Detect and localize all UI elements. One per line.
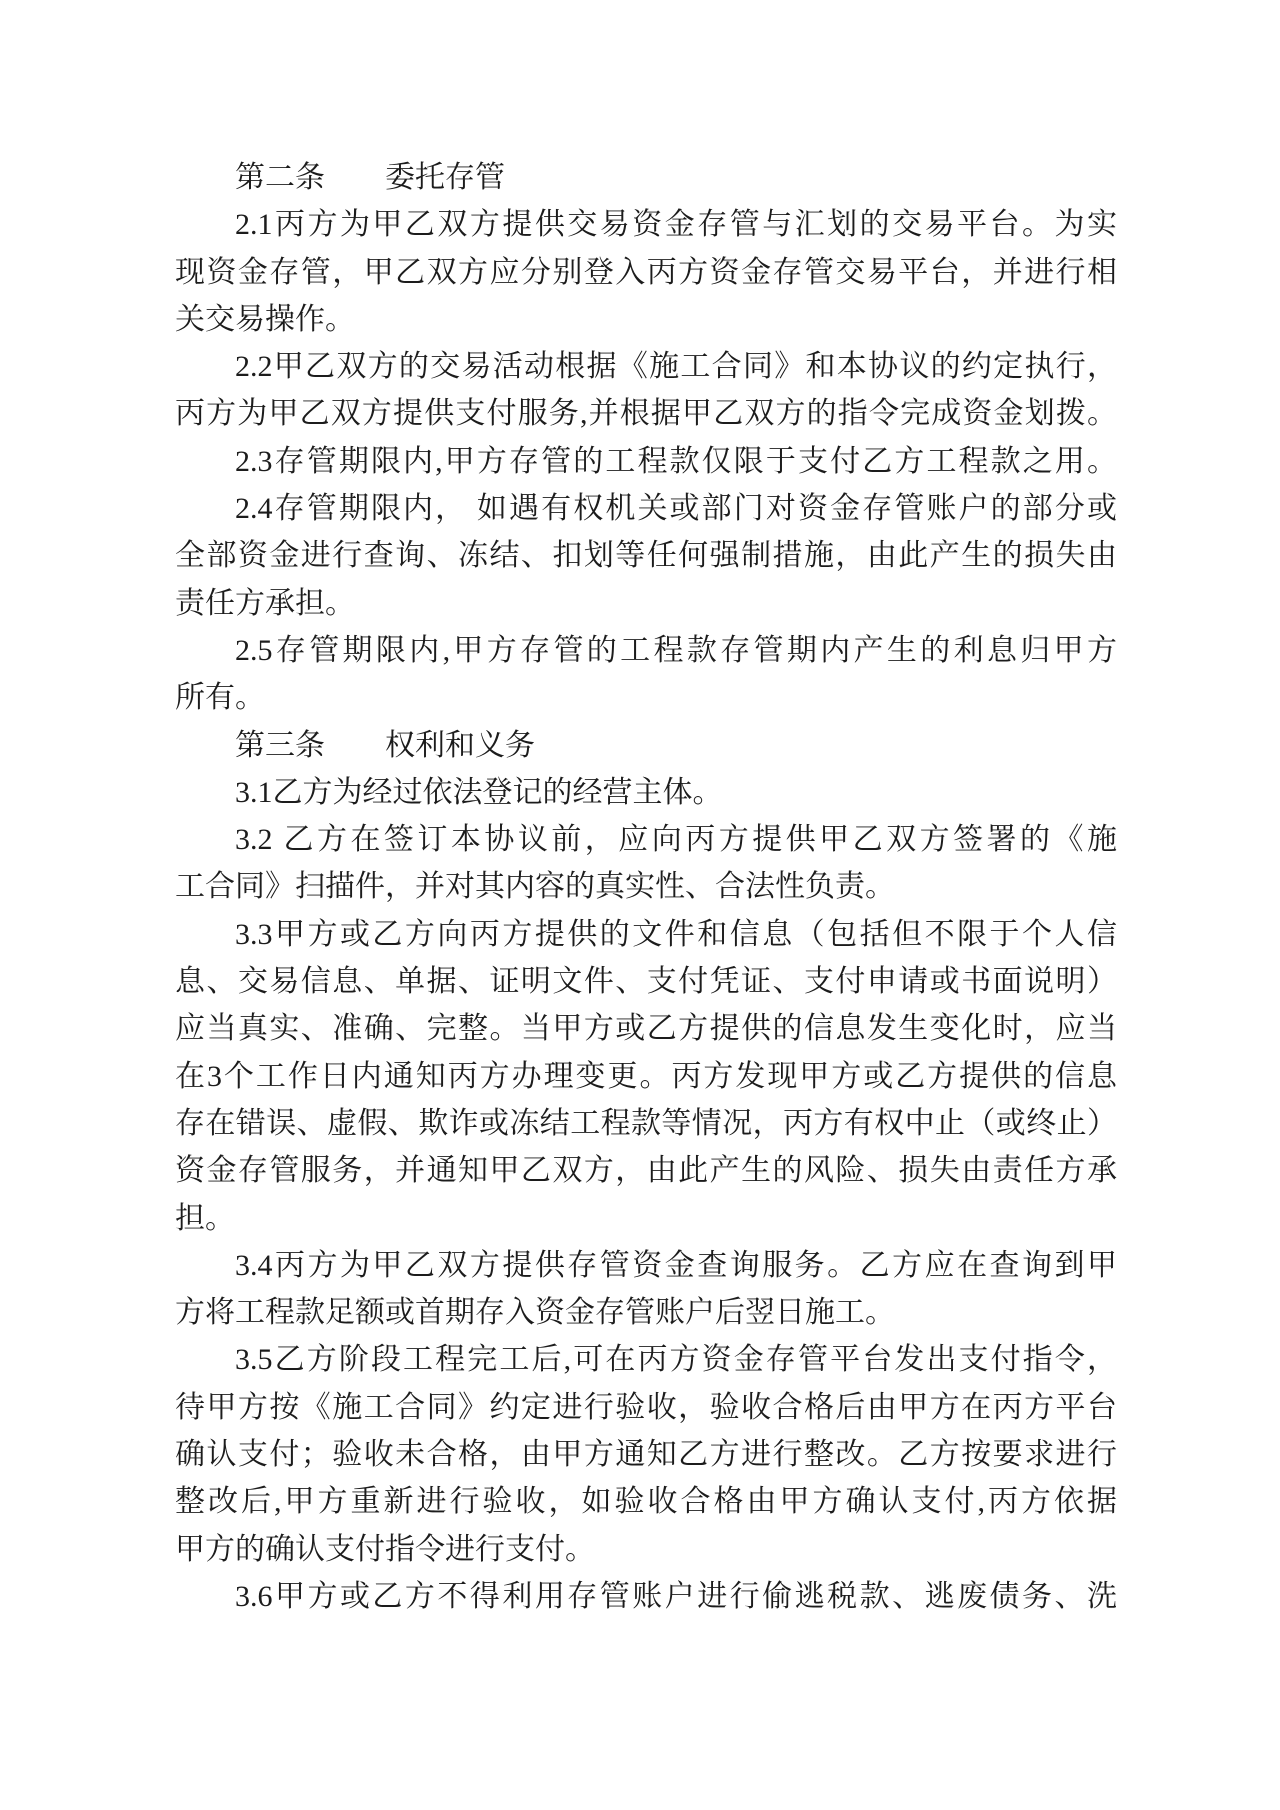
- text-line: 确认支付；验收未合格，由甲方通知乙方进行整改。乙方按要求进行: [175, 1438, 1117, 1472]
- text-line: 担。: [175, 1201, 235, 1235]
- text-line: 在3个工作日内通知丙方办理变更。丙方发现甲方或乙方提供的信息: [175, 1059, 1117, 1093]
- text-line: 待甲方按《施工合同》约定进行验收，验收合格后由甲方在丙方平台: [175, 1390, 1117, 1424]
- clause-item-3.6: [175, 1573, 1117, 1620]
- text-line: 存在错误、虚假、欺诈或冻结工程款等情况，丙方有权中止（或终止）: [175, 1106, 1117, 1140]
- text-line: 息、交易信息、单据、证明文件、支付凭证、支付申请或书面说明）: [175, 965, 1117, 999]
- text-line: 3.2 乙方在签订本协议前，应向丙方提供甲乙双方签署的《施: [235, 823, 1117, 857]
- clause-heading-第二条: [175, 154, 1117, 201]
- text-line: 工合同》扫描件，并对其内容的真实性、合法性负责。: [175, 870, 895, 904]
- text-line: 甲方的确认支付指令进行支付。: [175, 1532, 595, 1566]
- text-line: 责任方承担。: [175, 586, 355, 620]
- clause-heading-第三条: [175, 722, 1117, 769]
- text-line: 2.1丙方为甲乙双方提供交易资金存管与汇划的交易平台。为实: [235, 208, 1117, 242]
- text-line: 2.3存管期限内,甲方存管的工程款仅限于支付乙方工程款之用。: [235, 444, 1117, 478]
- clause-item-2.2: [175, 343, 1117, 438]
- text-line: 第三条 权利和义务: [235, 728, 535, 762]
- clause-item-2.5: [175, 627, 1117, 722]
- text-line: 全部资金进行查询、冻结、扣划等任何强制措施，由此产生的损失由: [175, 539, 1117, 573]
- clause-item-2.3: [175, 438, 1117, 485]
- text-line: 3.5乙方阶段工程完工后,可在丙方资金存管平台发出支付指令，: [235, 1343, 1117, 1377]
- text-line: 关交易操作。: [175, 302, 355, 336]
- clause-item-3.3: [175, 911, 1117, 1242]
- text-line: 2.4存管期限内， 如遇有权机关或部门对资金存管账户的部分或: [235, 492, 1117, 526]
- text-line: 第二条 委托存管: [235, 161, 505, 194]
- text-line: 2.2甲乙双方的交易活动根据《施工合同》和本协议的约定执行，: [235, 350, 1117, 384]
- text-line: 整改后,甲方重新进行验收，如验收合格由甲方确认支付,丙方依据: [175, 1485, 1117, 1519]
- text-line: 应当真实、准确、完整。当甲方或乙方提供的信息发生变化时，应当: [175, 1012, 1117, 1046]
- text-line: 现资金存管，甲乙双方应分别登入丙方资金存管交易平台，并进行相: [175, 255, 1117, 289]
- text-line: 丙方为甲乙双方提供支付服务,并根据甲乙双方的指令完成资金划拨。: [175, 397, 1117, 431]
- clause-item-3.1: [175, 769, 1117, 816]
- text-line: 2.5存管期限内,甲方存管的工程款存管期内产生的利息归甲方: [235, 633, 1117, 667]
- clause-item-3.2: [175, 816, 1117, 911]
- clause-item-3.4: [175, 1242, 1117, 1337]
- clause-item-3.5: [175, 1336, 1117, 1572]
- text-line: 所有。: [175, 681, 265, 715]
- clause-item-2.1: [175, 201, 1117, 343]
- text-line: 资金存管服务，并通知甲乙双方，由此产生的风险、损失由责任方承: [175, 1154, 1117, 1188]
- text-line: 3.6甲方或乙方不得利用存管账户进行偷逃税款、逃废债务、洗: [235, 1579, 1117, 1613]
- contract-text: [175, 154, 1117, 1620]
- text-line: 3.3甲方或乙方向丙方提供的文件和信息（包括但不限于个人信: [235, 917, 1117, 951]
- clause-item-2.4: [175, 485, 1117, 627]
- text-line: 3.1乙方为经过依法登记的经营主体。: [235, 775, 723, 809]
- text-line: 方将工程款足额或首期存入资金存管账户后翌日施工。: [175, 1296, 895, 1330]
- text-line: 3.4丙方为甲乙双方提供存管资金查询服务。乙方应在查询到甲: [235, 1248, 1117, 1282]
